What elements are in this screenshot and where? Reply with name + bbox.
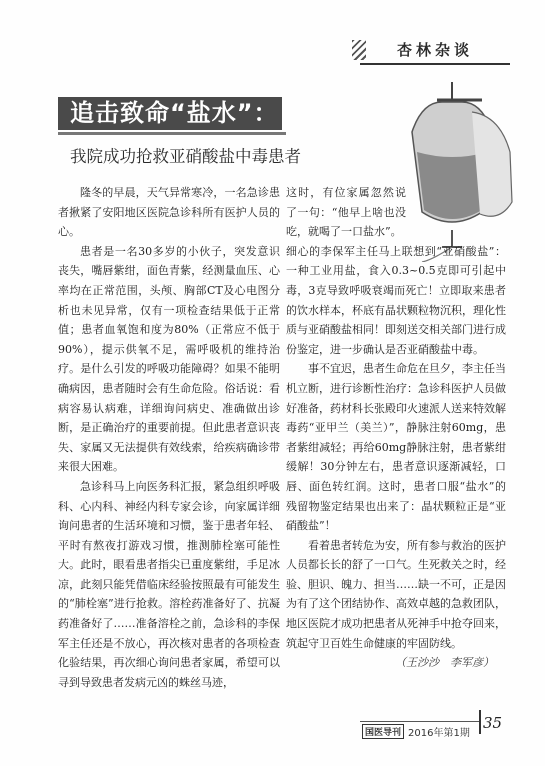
author-credit: （王沙沙 李军彦）: [395, 656, 494, 669]
paragraph: 这时，有位家属忽然说了一句：“他早上啥也没吃，就喝了一口盐水”。: [286, 186, 406, 239]
page-number-divider: [479, 710, 481, 734]
paragraph: 细心的李保军主任马上联想到“亚硝酸盐”：一种工业用盐，食入0.3~0.5克即可引起中毒，3克导致呼吸衰竭而死亡！立即取来患者的饮水样本，杯底有晶状颗粒物沉积，理化性质与亚硝酸盐相同！即刻送交相关部门进行成份鉴定，进一步确认是否亚硝酸盐中毒。: [286, 244, 506, 356]
page-number: 35: [483, 714, 503, 732]
magazine-name: 国医导刊: [362, 724, 404, 739]
column-header: 杏林杂谈: [360, 36, 510, 65]
title-underline: [58, 132, 286, 135]
paragraph: 看着患者转危为安，所有参与救治的医护人员都长长的舒了一口气。生死救关之时，经验、胆识、魄力、担当……缺一不可，正是因为有了这个团结协作、高效卓越的急救团队，地区医院才成功把患者从死神手中抢夺回来，筑起守卫百姓生命健康的牢固防线。: [286, 538, 506, 650]
paragraph: 事不宜迟，患者生命危在旦夕，李主任当机立断，进行诊断性治疗：急诊科医护人员做好准备，药材科长张殿印火速派人送来特效解毒药“亚甲兰（美兰）”，静脉注射60mg，患者紫绀减轻；再给60mg静脉注射，患者紫绀缓解！30分钟左右，患者意识逐渐减轻，口唇、面色转红润。这时，患者口服“盐水”的残留物鉴定结果也出来了：晶状颗粒正是“亚硝酸盐”！: [286, 362, 506, 533]
article-subtitle: 我院成功抢救亚硝酸盐中毒患者: [70, 147, 301, 166]
article-title: 追击致命“盐水”：: [58, 97, 282, 130]
footer: [362, 724, 470, 739]
left-column: [58, 183, 280, 692]
paragraph: 隆冬的早晨，天气异常寒冷，一名急诊患者揪紧了安阳地区医院急诊科所有医护人员的心。: [58, 186, 280, 239]
paragraph: 急诊科马上向医务科汇报，紧急组织呼吸科、心内科、神经内科专家会诊，向家属详细询问患者的生活环境和习惯，鉴于患者年轻、平时有熬夜打游戏习惯，推测肺栓塞可能性大。此时，眼看患者指尖已重度紫绀，手足冰凉，此刻只能凭借临床经验按照最有可能发生的“肺栓塞”进行抢救。溶栓药准备好了、抗凝药准备好了……准备溶栓之前，急诊科的李保军主任还是不放心，再次核对患者的各项检查化验结果，再次细心询问患者家属，希望可以寻到导致患者发病元凶的蛛丝马迹，: [58, 479, 280, 689]
footer-rule: [360, 721, 480, 722]
issue-label: 2016年第1期: [408, 728, 470, 739]
paragraph: 患者是一名30多岁的小伙子，突发意识丧失，嘴唇紫绀，面色青紫，经测量血压、心率均在正常范围，头颅、胸部CT及心电图分析也未见异常，仅有一项检查结果低于正常值；患者血氧饱和度为80%（正常应不低于90%），提示供氧不足，需呼吸机的维持治疗。是什么引发的呼吸功能障碍？如果不能明确病因，患者随时会有生命危险。俗话说：看病容易认病难，详细询问病史、准确做出诊断，是正确治疗的重要前提。但此患者意识丧失、家属又无法提供有效线索，给疾病确诊带来很大困难。: [58, 244, 280, 474]
right-column: [286, 183, 506, 653]
